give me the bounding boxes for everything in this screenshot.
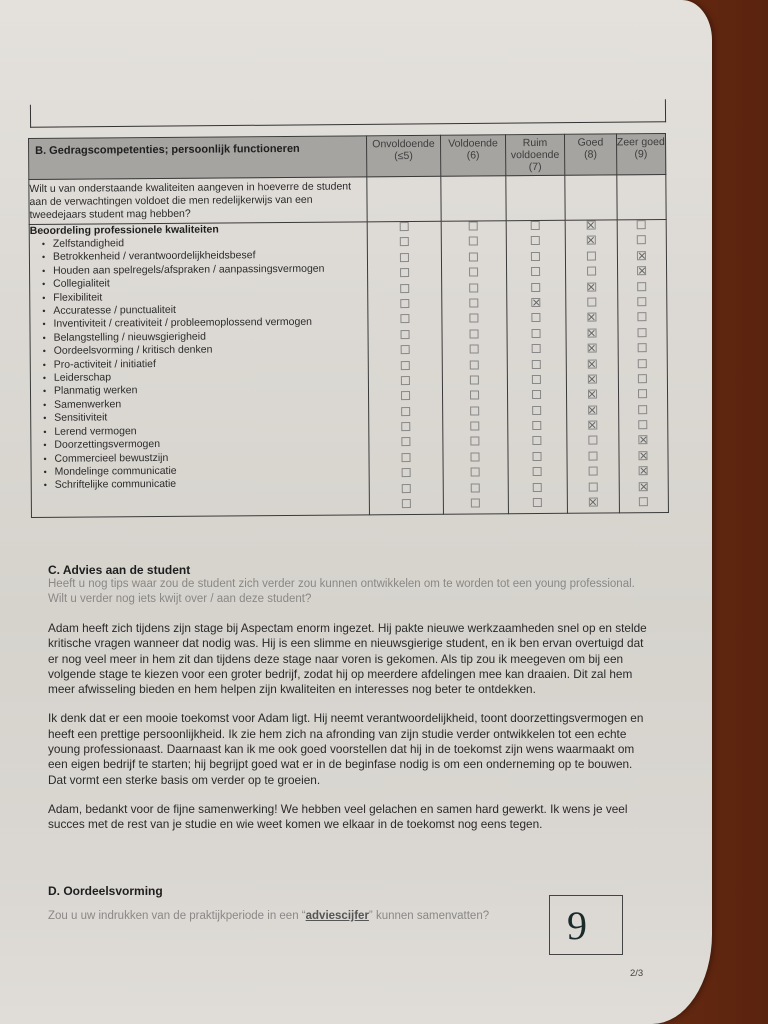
checkbox-unchecked[interactable] [533,467,542,476]
checkbox-unchecked[interactable] [587,267,596,276]
checkbox-unchecked[interactable] [471,483,480,492]
evaluation-question: Wilt u van onderstaande kwaliteiten aangeven in hoeverre de student aan de verwachtingen voldoet die men redelijkerwijs van een tweedejaars student mag hebben? [29,177,367,225]
checkbox-unchecked[interactable] [532,283,541,292]
qualities-list-title: Beoordeling professionele kwaliteiten [29,223,219,237]
column-score: (7) [528,160,542,174]
quality-item: • Betrokkenheid / verantwoordelijkheidsbesef [42,249,367,265]
section-d-title: D. Oordeelsvorming [48,884,163,898]
column-label: Ruim voldoende [510,136,560,162]
quality-item: • Pro-activiteit / initiatief [43,356,368,372]
advice-paragraph-1: Adam heeft zich tijdens zijn stage bij Aspectam enorm ingezet. Hij pakte nieuwe werkzaamheden snel op en stelde kritische vragen wanneer dat nodig was. Hij is een slimme en nieuwsgierige student, en ik ben ervan overtuigd dat er nog veel meer in hem zit dan tijdens deze stage naar voren is gekomen. Als tip zou ik meegeven om bij een volgende stage te kiezen voor een groter bedrijf, zodat hij op meerdere afdelingen mee kan draaien. Dit zal hem meer afwisseling bieden en hem helpen zijn kwaliteiten en interesses nog beter te ontdekken. [48,621,647,697]
qualities-list-cell [29,222,369,518]
checkbox-checked[interactable] [588,374,597,383]
checkbox-unchecked[interactable] [402,499,411,508]
checkbox-unchecked[interactable] [400,284,409,293]
table-header-row [29,133,666,179]
checkbox-unchecked[interactable] [400,299,409,308]
checkbox-checked[interactable] [588,390,597,399]
quality-item: • Schriftelijke communicatie [44,477,369,493]
checkbox-unchecked[interactable] [471,437,480,446]
checkbox-unchecked[interactable] [402,484,411,493]
column-label: Goed [577,136,604,149]
checkbox-unchecked[interactable] [589,482,598,491]
checkbox-unchecked[interactable] [637,282,646,291]
column-header-voldoende [441,135,506,177]
section-c-title: C. Advies aan de student [48,563,191,577]
quality-item: • Commercieel bewustzijn [43,450,368,466]
checkbox-unchecked[interactable] [532,390,541,399]
checkbox-unchecked[interactable] [532,344,541,353]
checkbox-unchecked[interactable] [401,453,410,462]
checkbox-unchecked[interactable] [533,436,542,445]
checkbox-unchecked[interactable] [587,251,596,260]
checkbox-unchecked[interactable] [588,436,597,445]
checkbox-unchecked[interactable] [638,405,647,414]
advice-paragraph-2: Ik denk dat er een mooie toekomst voor Adam ligt. Hij neemt verantwoordelijkheid, toont doorzettingsvermogen en heeft een prettige persoonlijkheid. Ik zie hem zich na afronding van zijn studie verder ontwikkelen tot een echte young professionaast. Daarnaast kan ik me ook goed voorstellen dat hij in de toekomst zijn wens waarmaakt om een eigen bedrijf te starten; hij begrijpt goed wat er in de beginfase nodig is om een onderneming op te bouwen. Dat vormt een sterke basis om verder op te groeien. [48,711,644,787]
checkbox-unchecked[interactable] [471,452,480,461]
checkbox-unchecked[interactable] [637,220,646,229]
checkbox-unchecked[interactable] [400,330,409,339]
column-header-goed [565,134,617,175]
checkbox-checked[interactable] [587,344,596,353]
checkbox-column-zeer-goed [617,219,669,513]
checkbox-unchecked[interactable] [469,237,478,246]
section-c-prompt: Heeft u nog tips waar zou de student zich verder zou kunnen ontwikkelen om te worden tot een young professional. Wilt u verder nog iets kwijt over / aan deze student? [48,578,635,605]
section-d [48,884,163,898]
quality-item: • Samenwerken [43,396,368,412]
checkbox-checked[interactable] [639,436,648,445]
checkbox-unchecked[interactable] [587,297,596,306]
checkbox-unchecked[interactable] [533,452,542,461]
column-score: (6) [466,149,480,162]
checkbox-column-ruim-voldoende [506,220,568,514]
checkbox-unchecked[interactable] [470,360,479,369]
column-header-onvoldoende [366,135,441,177]
quality-item: • Flexibiliteit [42,289,367,305]
checkbox-checked[interactable] [639,466,648,475]
checkbox-checked[interactable] [589,498,598,507]
checkbox-unchecked[interactable] [470,298,479,307]
quality-item: • Inventiviteit / creativiteit / probleemoplossend vermogen [42,316,367,332]
checkbox-unchecked[interactable] [401,345,410,354]
quality-item: • Lerend vermogen [43,423,368,439]
checkbox-unchecked[interactable] [401,391,410,400]
checkbox-unchecked[interactable] [639,497,648,506]
checkbox-unchecked[interactable] [533,483,542,492]
checkbox-unchecked[interactable] [638,297,647,306]
checkbox-unchecked[interactable] [533,498,542,507]
quality-item: • Belangstelling / nieuwsgierigheid [43,329,368,345]
checkbox-unchecked[interactable] [531,236,540,245]
empty-cell [441,176,506,222]
section-c [48,563,648,833]
checkbox-unchecked[interactable] [533,406,542,415]
quality-item: • Sensitiviteit [43,410,368,426]
question-row [29,174,666,224]
checkbox-unchecked[interactable] [533,421,542,430]
checkbox-column-goed [565,220,619,514]
checkbox-unchecked[interactable] [469,221,478,230]
section-b-title: B. Gedragscompetenties; persoonlijk functioneren [29,136,367,180]
quality-item: • Zelfstandigheid [42,235,367,251]
checkbox-unchecked[interactable] [400,237,409,246]
empty-cell [506,175,566,220]
checkbox-unchecked[interactable] [470,345,479,354]
checkbox-unchecked[interactable] [638,343,647,352]
advice-grade: 9 [567,902,587,948]
checkbox-unchecked[interactable] [470,329,479,338]
quality-item: • Leiderschap [43,369,368,385]
column-label: Voldoende [448,137,498,150]
column-label: Zeer goed [616,135,665,149]
quality-item: • Mondelinge communicatie [44,463,369,479]
checkbox-unchecked[interactable] [401,437,410,446]
checkbox-unchecked[interactable] [531,221,540,230]
checkbox-checked[interactable] [588,405,597,414]
quality-item: • Planmatig werken [43,383,368,399]
checkbox-unchecked[interactable] [638,359,647,368]
quality-item: • Oordeelsvorming / kritisch denken [43,343,368,359]
top-bracket-line [30,99,666,128]
grade-question-keyword: adviescijfer [305,910,369,922]
checkbox-unchecked[interactable] [637,236,646,245]
competency-table [28,133,669,518]
column-header-ruim-voldoende [505,134,565,175]
checkbox-checked[interactable] [637,266,646,275]
empty-cell [366,176,441,222]
checkbox-unchecked[interactable] [470,283,479,292]
checkbox-unchecked[interactable] [400,314,409,323]
checkbox-checked[interactable] [588,421,597,430]
empty-cell [616,174,666,219]
checkbox-unchecked[interactable] [402,468,411,477]
checkbox-checked[interactable] [587,282,596,291]
checkbox-checked[interactable] [639,482,648,491]
checkbox-unchecked[interactable] [532,329,541,338]
column-score: (9) [634,148,648,161]
checkbox-unchecked[interactable] [401,422,410,431]
checkbox-unchecked[interactable] [638,312,647,321]
checkbox-unchecked[interactable] [639,420,648,429]
checkbox-unchecked[interactable] [470,391,479,400]
checkbox-unchecked[interactable] [470,375,479,384]
checkbox-unchecked[interactable] [471,468,480,477]
checkbox-unchecked[interactable] [471,498,480,507]
checkbox-unchecked[interactable] [588,451,597,460]
checkbox-unchecked[interactable] [470,268,479,277]
quality-item: • Doorzettingsvermogen [43,436,368,452]
checkbox-unchecked[interactable] [531,267,540,276]
page-number: 2/3 [630,968,644,979]
checkbox-unchecked[interactable] [400,253,409,262]
qualities-list [30,235,369,492]
checkbox-column-voldoende [441,221,508,515]
quality-item: • Houden aan spelregels/afspraken / aanpassingsvermogen [42,262,367,278]
checkbox-unchecked[interactable] [638,374,647,383]
grade-question-end: ” kunnen samenvatten? [368,910,490,922]
checkbox-checked[interactable] [639,451,648,460]
checkbox-checked[interactable] [587,313,596,322]
checkbox-unchecked[interactable] [471,406,480,415]
checkbox-unchecked[interactable] [588,467,597,476]
checkbox-unchecked[interactable] [532,313,541,322]
checkbox-unchecked[interactable] [401,361,410,370]
empty-cell [565,175,617,220]
checkbox-checked[interactable] [588,359,597,368]
grade-question [48,910,489,922]
ratings-row [29,219,668,517]
checkbox-unchecked[interactable] [470,314,479,323]
checkbox-unchecked[interactable] [638,328,647,337]
checkbox-checked[interactable] [637,251,646,260]
checkbox-unchecked[interactable] [532,375,541,384]
quality-item: • Collegialiteit [42,276,367,292]
checkbox-checked[interactable] [587,328,596,337]
checkbox-unchecked[interactable] [638,389,647,398]
checkbox-unchecked[interactable] [400,268,409,277]
checkbox-checked[interactable] [532,298,541,307]
checkbox-unchecked[interactable] [471,422,480,431]
grade-question-start: Zou u uw indrukken van de praktijkperiode in een “ [48,910,306,922]
checkbox-unchecked[interactable] [400,222,409,231]
advice-paragraph-3: Adam, bedankt voor de fijne samenwerking! We hebben veel gelachen en samen hard gewerkt. Ik wens je veel succes met de rest van je studie en wie weet komen we elkaar in de toekomst nog eens tegen. [48,801,628,832]
column-header-zeer-goed [616,133,666,174]
quality-item: • Accuratesse / punctualiteit [42,302,367,318]
checkbox-checked[interactable] [587,236,596,245]
checkbox-unchecked[interactable] [469,252,478,261]
checkbox-unchecked[interactable] [532,359,541,368]
column-score: (8) [584,148,597,161]
checkbox-unchecked[interactable] [401,407,410,416]
checkbox-unchecked[interactable] [401,376,410,385]
checkbox-checked[interactable] [587,221,596,230]
checkbox-column-onvoldoende [367,221,444,515]
checkbox-unchecked[interactable] [531,252,540,261]
advice-grade-box [549,895,623,955]
column-score: (≤5) [394,149,413,163]
column-label: Onvoldoende [372,137,435,151]
